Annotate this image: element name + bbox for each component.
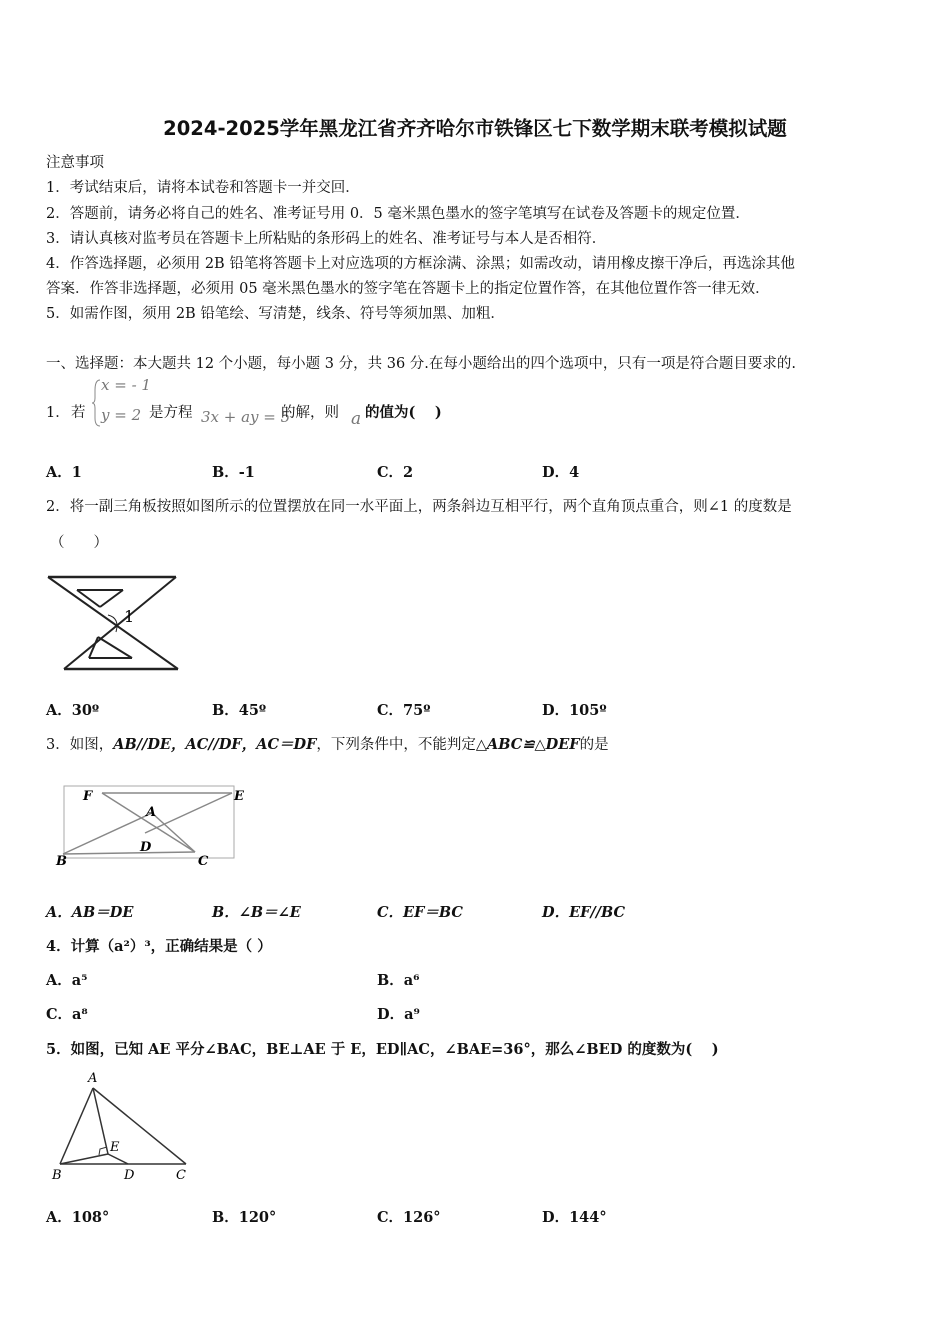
- q2-figure: [44, 574, 189, 676]
- q3-post: 的是: [579, 737, 609, 753]
- q5-option-a: A．108°: [46, 1209, 110, 1226]
- q5-label-d: D: [124, 1168, 135, 1183]
- q3-label-a: A: [146, 805, 157, 820]
- q4-option-c: C．a⁸: [46, 1006, 88, 1023]
- q1-post2: 的值为( ): [365, 404, 442, 421]
- q3-intro: 3．如图，: [46, 737, 114, 753]
- notice-item-4-cont: 答案．作答非选择题，必须用 05 毫米黑色墨水的签字笔在答题卡上的指定位置作答，在其他位置作答一律无效．: [46, 281, 770, 297]
- notice-item-3: 3．请认真核对监考员在答题卡上所粘贴的条形码上的姓名、准考证号与本人是否相符．: [46, 231, 607, 247]
- q2-text: 2．将一副三角板按照如图所示的位置摆放在同一水平面上，两条斜边互相平行，两个直角顶点重合，则∠1 的度数是: [46, 499, 792, 515]
- q2-option-a: A．30º: [46, 702, 100, 719]
- q1-equation: 3x + ay = 5: [201, 408, 291, 426]
- notice-heading: 注意事项: [46, 155, 104, 171]
- q1-mid: 是方程: [149, 405, 193, 421]
- q3-option-a: A．AB＝DE: [46, 904, 134, 921]
- q1-option-d: D．4: [542, 464, 580, 481]
- notice-item-2: 2．答题前，请务必将自己的姓名、准考证号用 0．5 毫米黑色墨水的签字笔填写在试卷及答题卡的规定位置．: [46, 206, 750, 222]
- q5-label-c: C: [176, 1168, 186, 1183]
- q3-triangles: ABC≌△DEF: [487, 736, 580, 753]
- q2-paren: （ ）: [50, 535, 108, 551]
- q4-option-b: B．a⁶: [377, 972, 420, 989]
- q3-mid: ，下列条件中，不能判定△: [316, 737, 488, 753]
- system-eq-top: x = - 1: [101, 376, 151, 394]
- q5-label-b: B: [52, 1168, 62, 1183]
- notice-item-1: 1．考试结束后，请将本试卷和答题卡一并交回．: [46, 180, 360, 196]
- q4-option-d: D．a⁹: [377, 1006, 420, 1023]
- q3-label-b: B: [56, 854, 67, 869]
- q1-option-b: B．-1: [212, 464, 255, 481]
- section-heading: 一、选择题：本大题共 12 个小题，每小题 3 分，共 36 分.在每小题给出的四个选项中，只有一项是符合题目要求的.: [46, 356, 796, 372]
- q2-option-d: D．105º: [542, 702, 607, 719]
- q2-option-b: B．45º: [212, 702, 267, 719]
- q3-conditions: AB//DE，AC//DF，AC＝DF: [113, 736, 317, 753]
- q1-option-a: A．1: [46, 464, 82, 481]
- q3-figure: [54, 783, 254, 869]
- q1-pre: 若: [71, 405, 86, 421]
- notice-item-4: 4．作答选择题，必须用 2B 铅笔将答题卡上对应选项的方框涂满、涂黑；如需改动，请用橡皮擦干净后，再选涂其他: [46, 256, 795, 272]
- q3-option-b: B．∠B＝∠E: [212, 904, 301, 921]
- q5-figure: [48, 1068, 198, 1186]
- q3-label-c: C: [198, 854, 209, 869]
- q5-option-b: B．120°: [212, 1209, 277, 1226]
- q5-option-c: C．126°: [377, 1209, 441, 1226]
- q4-option-a: A．a⁵: [46, 972, 88, 989]
- q5-label-a: A: [88, 1071, 98, 1086]
- q5-label-e: E: [110, 1140, 120, 1155]
- notice-item-5: 5．如需作图，须用 2B 铅笔绘、写清楚，线条、符号等须加黑、加粗．: [46, 306, 505, 322]
- q3-label-e: E: [234, 789, 244, 804]
- q1-variable: a: [351, 409, 362, 429]
- q5-option-d: D．144°: [542, 1209, 607, 1226]
- q1-option-c: C．2: [377, 464, 414, 481]
- q4-text: 4．计算（a²）³，正确结果是（ ）: [46, 938, 272, 955]
- system-eq-bottom: y = 2: [101, 406, 142, 424]
- q3-label-d: D: [140, 840, 152, 855]
- q5-text: 5．如图，已知 AE 平分∠BAC，BE⊥AE 于 E，ED∥AC，∠BAE=36°，那么∠BED 的度数为( ): [46, 1041, 719, 1058]
- page-title: 2024-2025学年黑龙江省齐齐哈尔市铁锋区七下数学期末联考模拟试题: [163, 117, 787, 140]
- q1-post1: 的解，则: [281, 405, 339, 421]
- q1-number: 1．: [46, 405, 70, 421]
- q3-stem: [46, 733, 609, 754]
- q3-option-d: D．EF//BC: [542, 904, 626, 921]
- q3-option-c: C．EF＝BC: [377, 904, 463, 921]
- q3-label-f: F: [83, 789, 93, 804]
- q2-angle-label: 1: [124, 607, 135, 626]
- q2-option-c: C．75º: [377, 702, 431, 719]
